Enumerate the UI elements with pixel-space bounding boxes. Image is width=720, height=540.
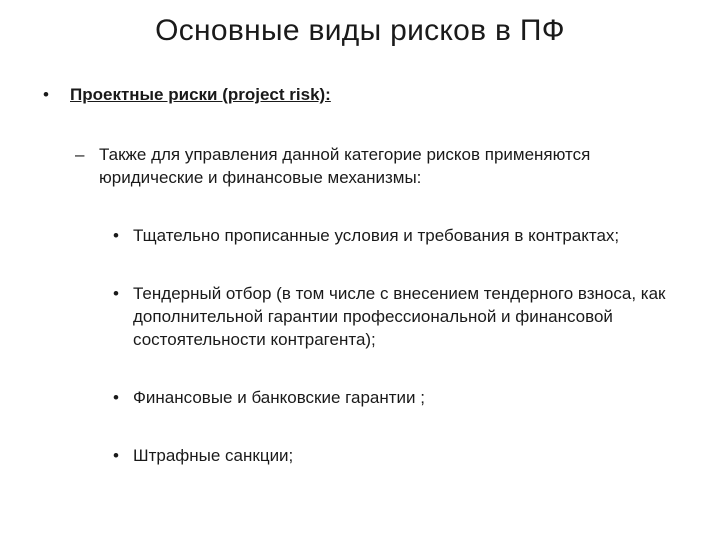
list-item-text: Тщательно прописанные условия и требования в контрактах; bbox=[133, 226, 620, 245]
bullet-marker: • bbox=[43, 85, 49, 104]
bullet-marker: • bbox=[113, 284, 119, 303]
bullet-marker: • bbox=[113, 446, 119, 465]
slide-title: Основные виды рисков в ПФ bbox=[155, 14, 565, 47]
sub-bullet-mechanisms-text: Также для управления данной категорие рисков применяются юридические и финансовые механизмы: bbox=[99, 145, 591, 187]
bullet-marker: • bbox=[113, 388, 119, 407]
list-item-text: Штрафные санкции; bbox=[133, 446, 294, 465]
dash-marker: – bbox=[75, 145, 85, 164]
list-item-text: Тендерный отбор (в том числе с внесением тендерного взноса, как дополнительной гарантии профессиональной и финансовой состоятельности контрагента); bbox=[133, 284, 666, 349]
bullet-marker: • bbox=[113, 226, 119, 245]
bullet-project-risks-text: Проектные риски (project risk): bbox=[70, 85, 331, 104]
list-item-text: Финансовые и банковские гарантии ; bbox=[133, 388, 425, 407]
